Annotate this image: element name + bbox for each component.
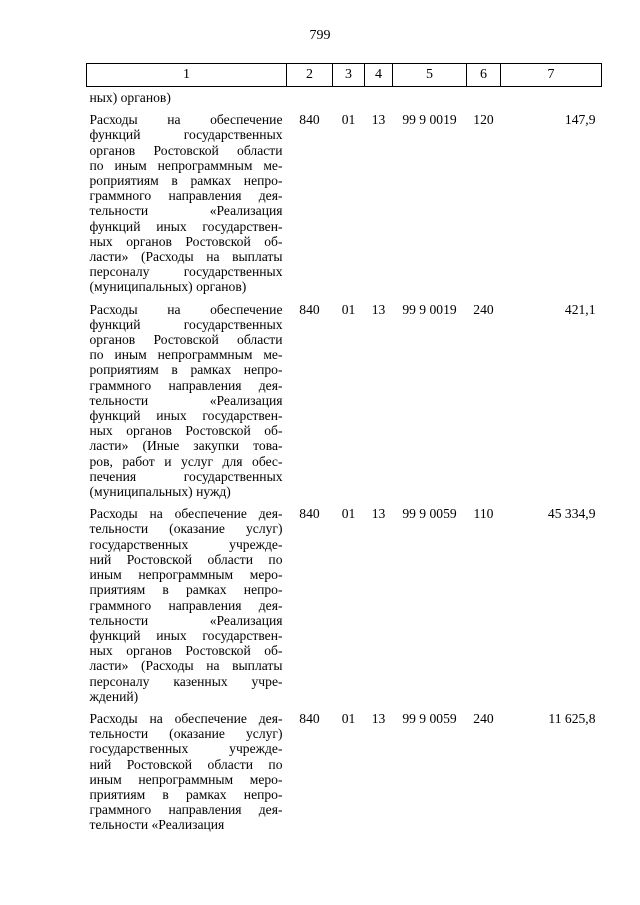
text-line: функций иных государствен- (89, 627, 283, 643)
text-line: приятиям в рамках непро- (89, 786, 283, 802)
code-section: 01 (341, 112, 356, 128)
text-line: функций иных государствен- (89, 218, 283, 234)
code-target-article: 99 9 0059 (402, 710, 457, 726)
text-line: персоналу государственных (89, 264, 283, 280)
text-line: граммного направления дея- (89, 802, 283, 818)
text-line: (муниципальных) нужд) (89, 484, 231, 500)
header-cell: 5 (393, 64, 467, 87)
table-row (87, 112, 602, 301)
code-ministry: 840 (299, 506, 320, 522)
code-expense-type: 110 (473, 506, 494, 522)
text-line: ных органов Ростовской об- (89, 423, 283, 439)
code-subsection: 13 (371, 112, 386, 128)
text-line: граммного направления дея- (89, 377, 283, 393)
text-line: органов Ростовской области (89, 332, 283, 348)
table-row (87, 711, 602, 840)
continuation-text (87, 87, 287, 113)
header-row (87, 64, 602, 87)
text-line: Расходы на обеспечение дея- (89, 710, 283, 726)
text-line: иным непрограммным меро- (89, 567, 283, 583)
text-line: тельности «Реализация (89, 203, 283, 219)
budget-table (86, 63, 602, 840)
code-expense-type: 240 (473, 710, 494, 726)
amount: 45 334,9 (547, 506, 596, 522)
text-line: органов Ростовской области (89, 142, 283, 158)
code-expense-type: 240 (473, 301, 494, 317)
text-line: функций государственных (89, 127, 283, 143)
text-line: роприятиям в рамках непро- (89, 362, 283, 378)
row-description (87, 112, 287, 301)
text-line: ных) органов) (89, 90, 171, 105)
text-line: ласти» (Расходы на выплаты (89, 658, 283, 674)
text-line: граммного направления дея- (89, 597, 283, 613)
text-line: граммного направления дея- (89, 188, 283, 204)
code-subsection: 13 (371, 506, 386, 522)
code-target-article: 99 9 0059 (402, 506, 457, 522)
text-line: Расходы на обеспечение (89, 301, 283, 317)
header-cell: 6 (467, 64, 501, 87)
table-row (87, 506, 602, 711)
header-cell: 2 (287, 64, 333, 87)
amount: 421,1 (564, 301, 596, 317)
row-description (87, 711, 287, 840)
header-cell: 1 (87, 64, 287, 87)
text-line: государственных учрежде- (89, 536, 283, 552)
header-cell: 3 (333, 64, 365, 87)
code-target-article: 99 9 0019 (402, 112, 457, 128)
text-line: тельности (оказание услуг) (89, 726, 283, 742)
code-ministry: 840 (299, 710, 320, 726)
text-line: ласти» (Иные закупки това- (89, 438, 283, 454)
code-ministry: 840 (299, 112, 320, 128)
header-cell: 7 (501, 64, 602, 87)
text-line: Расходы на обеспечение дея- (89, 506, 283, 522)
text-line: ных органов Ростовской об- (89, 233, 283, 249)
text-line: ний Ростовской области по (89, 551, 283, 567)
amount: 147,9 (564, 112, 596, 128)
text-line: государственных учрежде- (89, 741, 283, 757)
text-line: приятиям в рамках непро- (89, 582, 283, 598)
text-line: по иным непрограммным ме- (89, 347, 283, 363)
code-section: 01 (341, 710, 356, 726)
text-line: функций иных государствен- (89, 408, 283, 424)
text-line: печения государственных (89, 468, 283, 484)
text-line: по иным непрограммным ме- (89, 157, 283, 173)
text-line: ных органов Ростовской об- (89, 643, 283, 659)
code-subsection: 13 (371, 301, 386, 317)
text-line: (муниципальных) органов) (89, 279, 247, 295)
text-line: тельности «Реализация (89, 817, 225, 833)
text-line: иным непрограммным меро- (89, 771, 283, 787)
text-line: Расходы на обеспечение (89, 112, 283, 128)
code-expense-type: 120 (473, 112, 494, 128)
text-line: ждений) (89, 688, 139, 704)
text-line: ласти» (Расходы на выплаты (89, 249, 283, 265)
code-target-article: 99 9 0019 (402, 301, 457, 317)
code-ministry: 840 (299, 301, 320, 317)
code-section: 01 (341, 506, 356, 522)
text-line: роприятиям в рамках непро- (89, 173, 283, 189)
continuation-row (87, 87, 602, 113)
text-line: тельности «Реализация (89, 392, 283, 408)
page-number: 799 (309, 28, 331, 43)
row-description (87, 302, 287, 507)
table-row (87, 302, 602, 507)
text-line: ний Ростовской области по (89, 756, 283, 772)
text-line: тельности (оказание услуг) (89, 521, 283, 537)
code-subsection: 13 (371, 710, 386, 726)
text-line: функций государственных (89, 316, 283, 332)
header-cell: 4 (365, 64, 393, 87)
row-description (87, 506, 287, 711)
text-line: тельности «Реализация (89, 612, 283, 628)
amount: 11 625,8 (548, 710, 596, 726)
text-line: ров, работ и услуг для обес- (89, 453, 283, 469)
code-section: 01 (341, 301, 356, 317)
table-body (87, 87, 602, 840)
text-line: персоналу казенных учре- (89, 673, 283, 689)
